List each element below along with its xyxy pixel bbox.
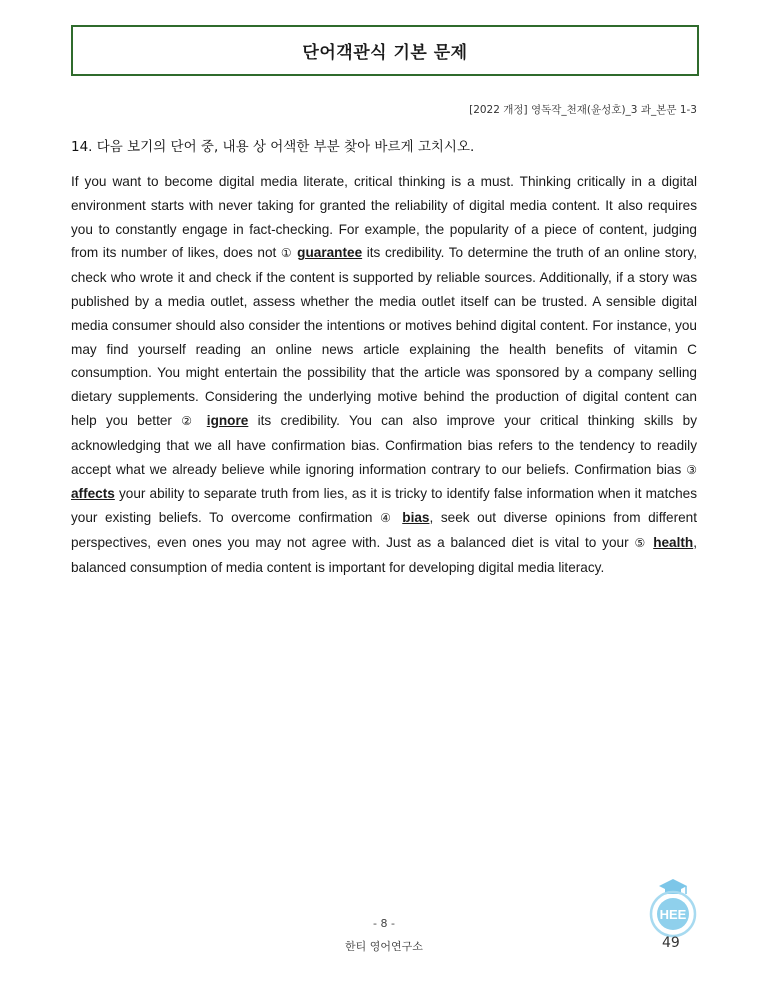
choice-word-4: bias: [402, 510, 430, 526]
choice-number-1: ①: [280, 246, 293, 261]
passage-text: If you want to become digital media literate, critical thinking is a must. Thinking critically in a digital environment starts with never taking for granted the reliability of digital media content. It also requires you to constantly engage in fact-checking. For example, the popularity of a piece of content, judging from its number of likes, does not: [71, 174, 697, 261]
choice-word-3: affects: [71, 486, 115, 502]
question-prompt: 14. 다음 보기의 단어 중, 내용 상 어색한 부분 찾아 바르게 고치시오.: [71, 139, 475, 155]
footer-count: 49: [662, 935, 680, 951]
page-number: - 8 -: [373, 917, 395, 930]
passage-text: , balanced consumption of media content is important for developing digital media literacy.: [71, 534, 697, 575]
passage-text: its credibility. You can also improve your critical thinking skills by acknowledging that we all have confirmation bias. Confirmation bias refers to the tendency to readily accept what we already believe while ignoring information contrary to our beliefs. Confirmation bias: [71, 412, 697, 477]
source-reference: [2022 개정] 영독작_천재(윤성호)_3 과_본문 1-3: [469, 104, 697, 116]
passage-text: your ability to separate truth from lies, as it is tricky to identify false information when it matches your existing beliefs. To overcome confirmation: [71, 486, 697, 526]
passage-text: , seek out diverse opinions from different perspectives, even ones you may not agree with. Just as a balanced diet is vital to your: [71, 510, 697, 550]
logo: [637, 872, 709, 944]
passage-text: its credibility. To determine the truth of an online story, check who wrote it and check if the content is supported by reliable sources. Additionally, if a story was published by a media outlet, assess whether the media outlet itself can be trusted. A sensible digital media consumer should also consider the intentions or motives behind digital content. For instance, you may find yourself reading an online news article explaining the health benefits of vitamin C consumption. You might entertain the possibility that the article was sponsored by a company selling dietary supplements. Considering the underlying motive behind the production of digital content can help you better: [71, 245, 697, 428]
logo-text: HEE: [659, 907, 687, 922]
footer-organization: 한티 영어연구소: [345, 940, 423, 953]
choice-word-1: guarantee: [297, 245, 363, 261]
choice-word-5: health: [653, 534, 694, 550]
choice-number-5: ⑤: [634, 535, 648, 550]
title-box: [71, 25, 699, 76]
passage: [71, 170, 697, 580]
choice-number-3: ③: [686, 462, 697, 477]
choice-number-4: ④: [380, 511, 395, 526]
choice-word-2: ignore: [206, 412, 249, 428]
page-title: 단어객관식 기본 문제: [302, 43, 468, 63]
choice-number-2: ②: [181, 413, 198, 428]
